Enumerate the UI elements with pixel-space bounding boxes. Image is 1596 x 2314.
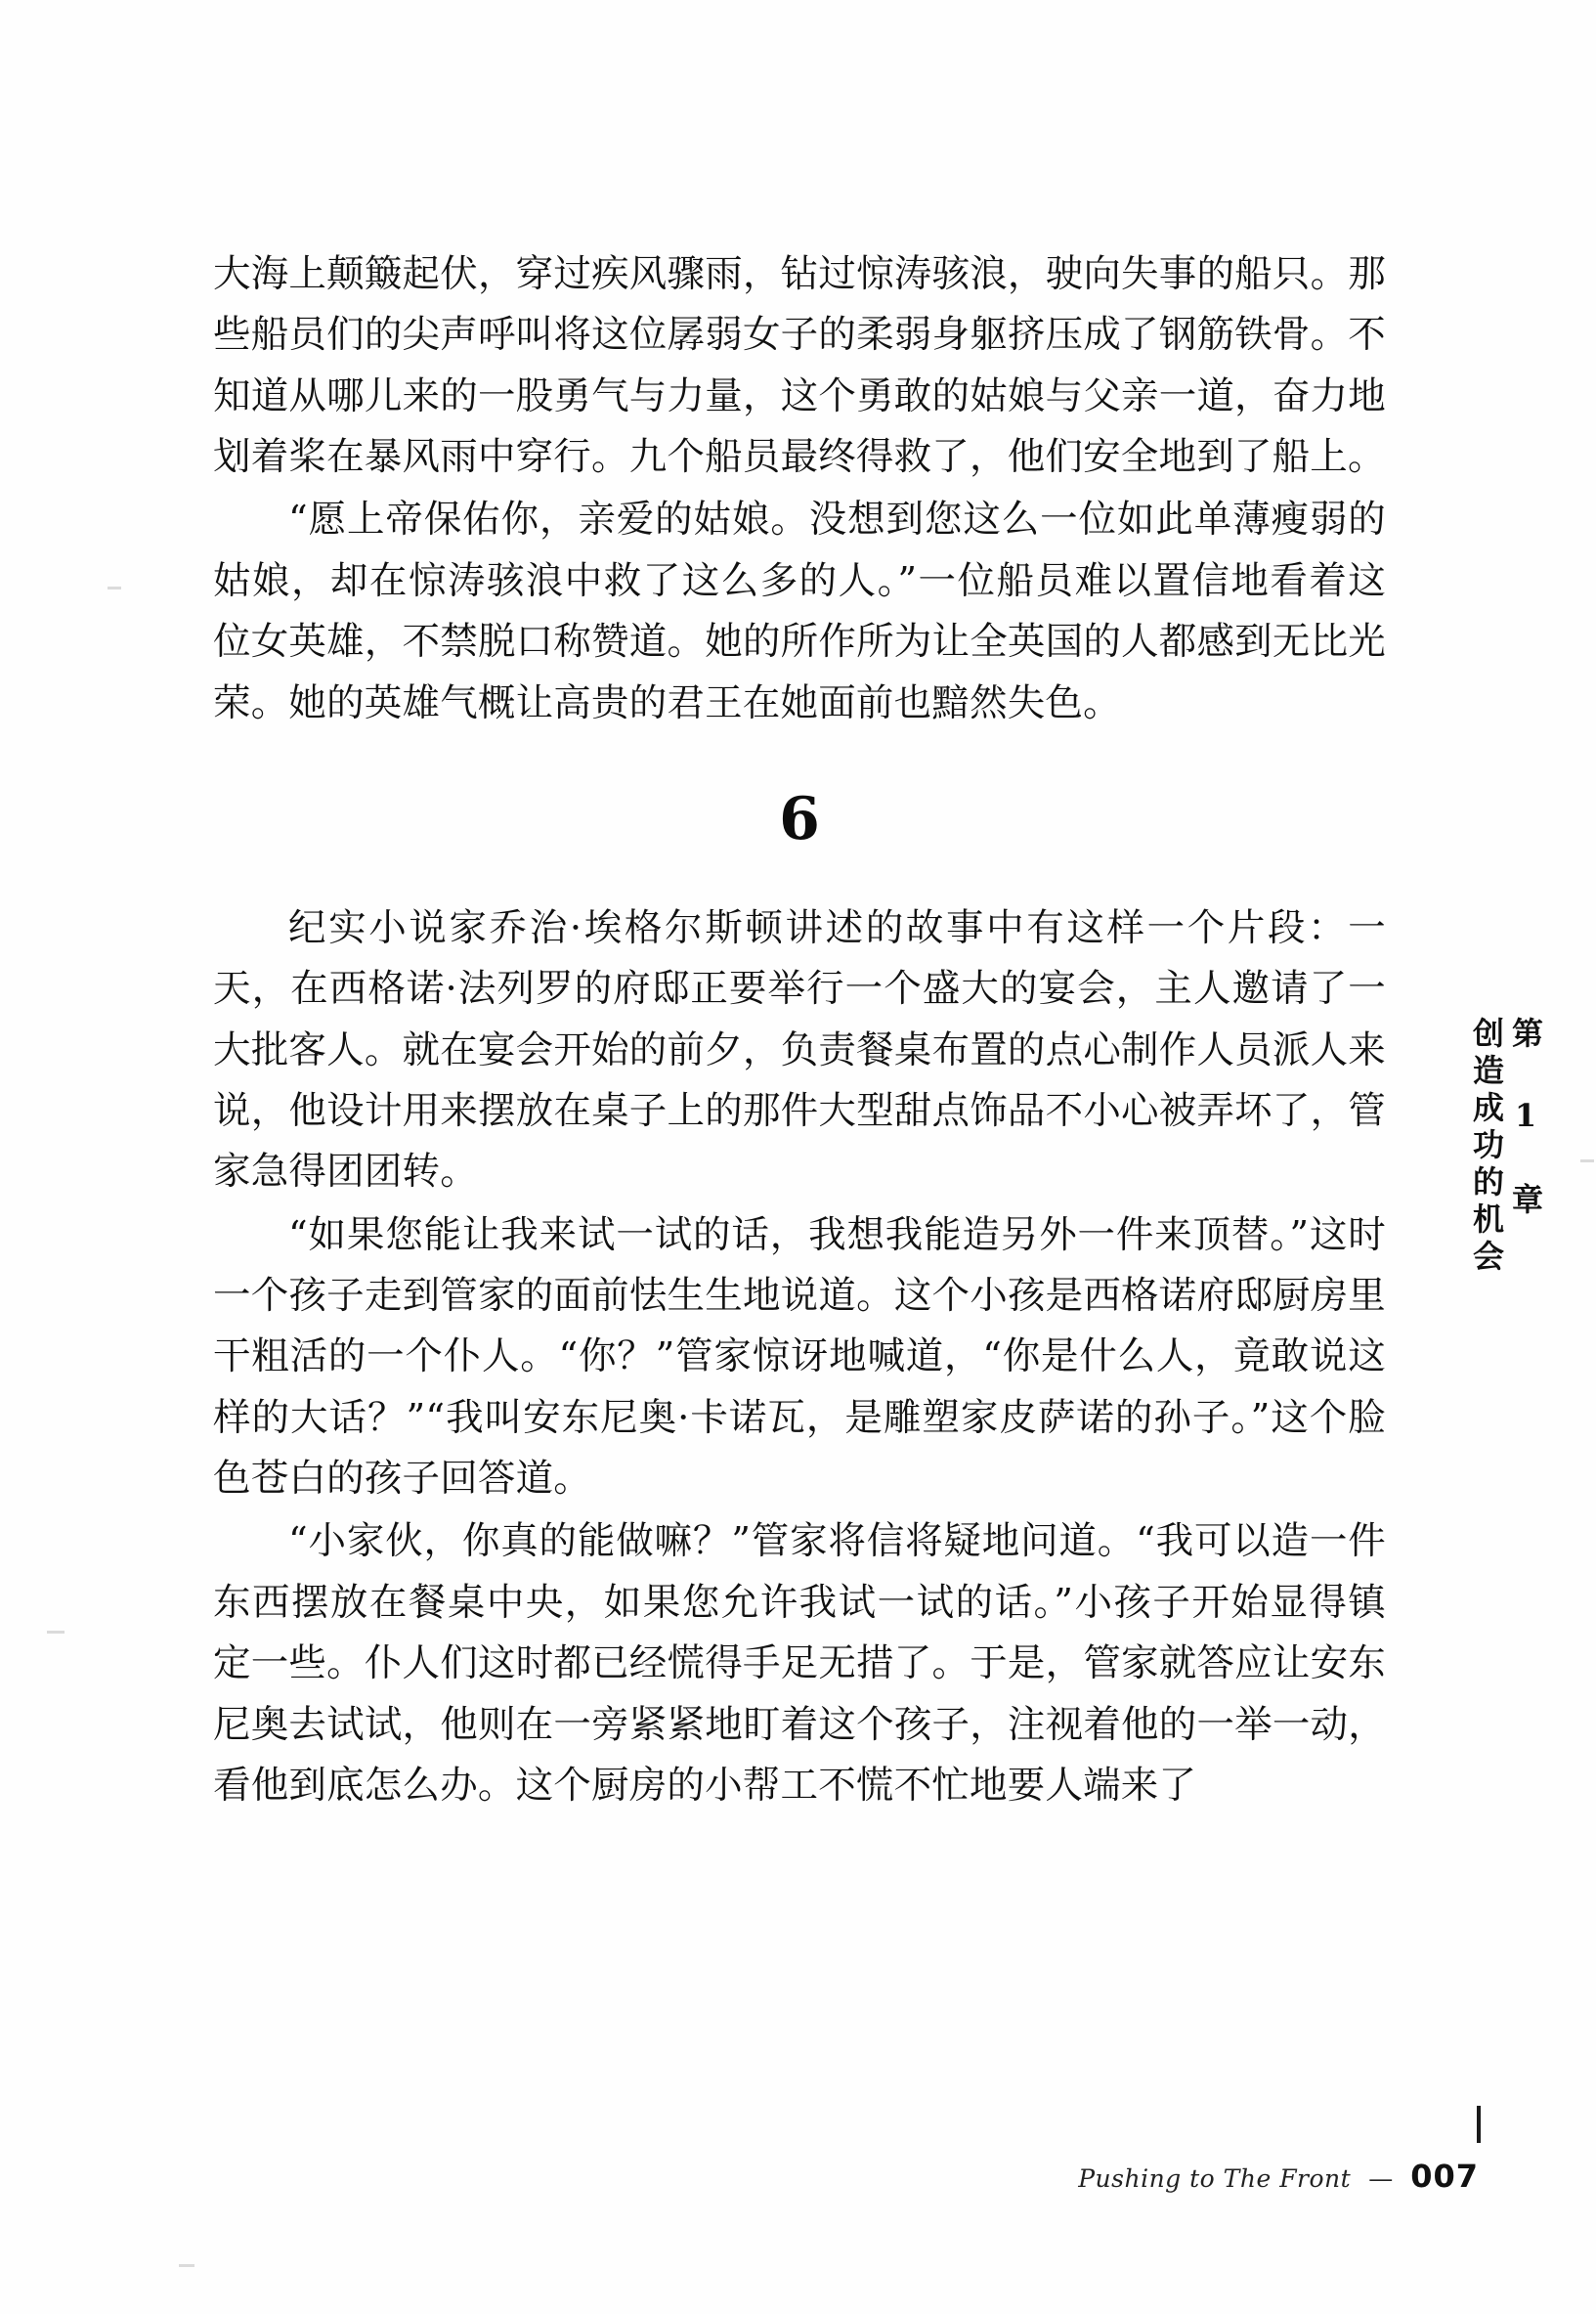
page-text-column xyxy=(213,244,1386,1818)
section-number: 6 xyxy=(779,784,820,853)
paragraph: 纪实小说家乔治·埃格尔斯顿讲述的故事中有这样一个片段：一天，在西格诺·法列罗的府邸正要举行一个盛大的宴会，主人邀请了一大批客人。就在宴会开始的前夕，负责餐桌布置的点心制作人员派人来说，他设计用来摆放在桌子上的那件大型甜点饰品不小心被弄坏了，管家急得团团转。 xyxy=(213,905,1386,1195)
scan-artifact xyxy=(179,2264,194,2267)
page-number: 007 xyxy=(1410,2158,1479,2195)
paragraph: “小家伙，你真的能做嘛？”管家将信将疑地问道。“我可以造一件东西摆放在餐桌中央，如果您允许我试一试的话。”小孩子开始显得镇定一些。仆人们这时都已经慌得手足无措了。于是，管家就答应让安东尼奥去试试，他则在一旁紧紧地盯着这个孩子，注视着他的一举一动，看他到底怎么办。这个厨房的小帮工不慌不忙地要人端来了 xyxy=(213,1519,1386,1808)
page-footer xyxy=(1078,2158,1479,2195)
paragraph: “愿上帝保佑你，亲爱的姑娘。没想到您这么一位如此单薄瘦弱的姑娘，却在惊涛骇浪中救了这么多的人。”一位船员难以置信地看着这位女英雄，不禁脱口称赞道。她的所作所为让全英国的人都感到无比光荣。她的英雄气概让高贵的君王在她面前也黯然失色。 xyxy=(213,498,1386,725)
chapter-side-tab-line-2: 创造成功的机会 xyxy=(1468,1017,1505,1277)
paragraph: 大海上颠簸起伏，穿过疾风骤雨，钻过惊涛骇浪，驶向失事的船只。那些船员们的尖声呼叫将这位孱弱女子的柔弱身躯挤压成了钢筋铁骨。不知道从哪儿来的一股勇气与力量，这个勇敢的姑娘与父亲一道，奋力地划着桨在暴风雨中穿行。九个船员最终得救了，他们安全地到了船上。 xyxy=(213,252,1386,480)
scan-artifact xyxy=(47,1631,65,1634)
footer-dash: — xyxy=(1368,2164,1394,2193)
footer-book-title: Pushing to The Front xyxy=(1078,2164,1352,2193)
footer-rule xyxy=(1477,2106,1481,2143)
scan-artifact xyxy=(108,587,121,589)
paragraph: “如果您能让我来试一试的话，我想我能造另外一件来顶替。”这时一个孩子走到管家的面前怯生生地说道。这个小孩是西格诺府邸厨房里干粗活的一个仆人。“你？”管家惊讶地喊道，“你是什么人，竟敢说这样的大话？”“我叫安东尼奥·卡诺瓦，是雕塑家皮萨诺的孙子。”这个脸色苍白的孩子回答道。 xyxy=(213,1212,1386,1502)
scan-artifact xyxy=(1580,1159,1594,1162)
chapter-side-tab-line-1: 第 1 章 xyxy=(1507,1017,1544,1220)
chapter-side-tab xyxy=(1468,1017,1545,1277)
